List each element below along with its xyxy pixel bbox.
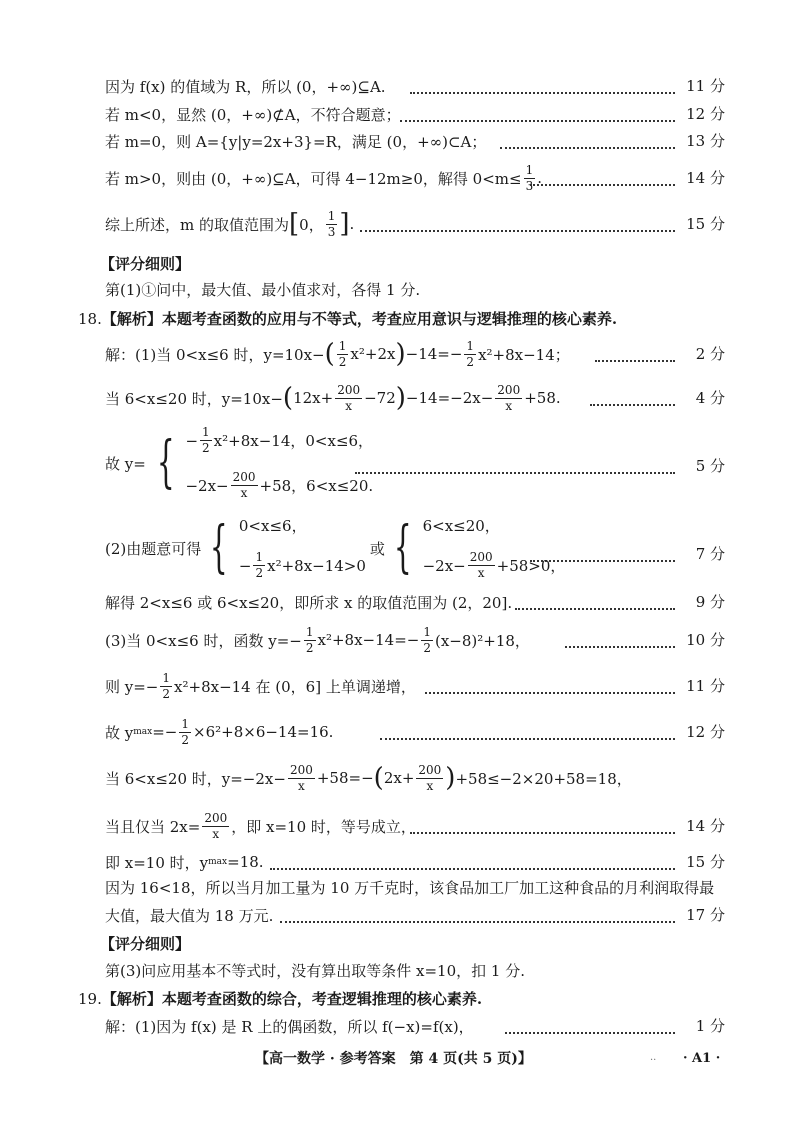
fraction: $\frac{1}{3}$ bbox=[327, 208, 336, 239]
q17-line-15: 综上所述，m 的取值范围为 [ 0， $\frac{1}{3}$ ] . 15 分 bbox=[105, 208, 725, 239]
q17-line-13: 若 m=0，则 A={y|y=2x+3}=R，满足 (0，+∞)⊂A； 13 分 bbox=[0, 127, 800, 155]
conclusion-line: 因为 16<18，所以当月加工量为 10 万千克时，该食品加工厂加工这种食品的月利润取得最 bbox=[105, 879, 715, 897]
score: 12 分 bbox=[686, 105, 725, 123]
rubric-heading: 【评分细则】 bbox=[100, 255, 191, 273]
score: 17 分 bbox=[686, 906, 725, 924]
piecewise-function: 故 y= { − $\frac{1}{2}$ x²+8x−14，0<x≤6， −2x− $\frac{200}{x}$ +58，6<x≤20. bbox=[105, 425, 374, 500]
q17-line-11: 因为 f(x) 的值域为 R，所以 (0，+∞)⊆A. 11 分 bbox=[0, 72, 800, 100]
inequality-system: (2)由题意可得 { 0<x≤6， − $\frac{1}{2}$ x²+8x−14>0 或 { 6<x≤20， −2x− $\frac{200}{x}$ +58>0， bbox=[105, 515, 566, 580]
rubric-text: 第(3)问应用基本不等式时，没有算出取等条件 x=10，扣 1 分. bbox=[105, 962, 525, 980]
q18-line-11: 则 y=− $\frac{1}{2}$ x²+8x−14 在 (0，6] 上单调递增， 11 分 bbox=[105, 670, 725, 701]
q18-line-4: 当 6<x≤20 时，y=10x− ( 12x+ $\frac{200}{x}$ −72 ) −14=−2x− $\frac{200}{x}$ +58. 4 分 bbox=[105, 382, 725, 413]
fraction: $\frac{1}{3}$ bbox=[525, 162, 534, 193]
page-footer bbox=[0, 1045, 800, 1069]
score: 13 分 bbox=[686, 132, 725, 150]
q19-line-1: 解：(1)因为 f(x) 是 R 上的偶函数，所以 f(−x)=f(x)， 1 分 bbox=[0, 1012, 800, 1040]
score: 5 分 bbox=[695, 457, 725, 475]
rubric-heading: 【评分细则】 bbox=[100, 935, 191, 953]
score: 1 分 bbox=[695, 1017, 725, 1035]
score: 12 分 bbox=[686, 723, 725, 741]
q18-line-14: 当且仅当 2x= $\frac{200}{x}$ ，即 x=10 时，等号成立， 14 分 bbox=[105, 810, 725, 841]
score: 2 分 bbox=[695, 345, 725, 363]
q17-line-12: 若 m<0，显然 (0，+∞)⊄A，不符合题意； 12 分 bbox=[0, 100, 800, 128]
q18-line-13: 当 6<x≤20 时，y=−2x− $\frac{200}{x}$ +58=− ( 2x+ $\frac{200}{x}$ ) +58≤−2×20+58=18， bbox=[105, 762, 632, 793]
score: 7 分 bbox=[695, 545, 725, 563]
q18-line-2: 解：(1)当 0<x≤6 时，y=10x− ( $\frac{1}{2}$ x²+2x ) −14=− $\frac{1}{2}$ x²+8x−14； 2 分 bbox=[105, 338, 725, 369]
question-heading: 19.【解析】本题考查函数的综合，考查逻辑推理的核心素养. bbox=[78, 990, 483, 1008]
score: 9 分 bbox=[695, 593, 725, 611]
score: 11 分 bbox=[686, 77, 725, 95]
q18-line-9: 解得 2<x≤6 或 6<x≤20，即所求 x 的取值范围为 (2，20]. 9 分 bbox=[0, 588, 800, 616]
footer-code: · A1 · bbox=[683, 1051, 721, 1066]
score: 10 分 bbox=[686, 631, 725, 649]
score: 15 分 bbox=[686, 853, 725, 871]
q18-line-10: (3)当 0<x≤6 时，函数 y=− $\frac{1}{2}$ x²+8x−14=− $\frac{1}{2}$ (x−8)²+18， 10 分 bbox=[105, 624, 725, 655]
q18-line-15: 即 x=10 时，y max =18. 15 分 bbox=[0, 848, 800, 876]
q18-line-12: 故 y max =− $\frac{1}{2}$ ×6²+8×6−14=16. 12 分 bbox=[105, 716, 725, 747]
score: 14 分 bbox=[686, 817, 725, 835]
footer-mark: ·· bbox=[650, 1055, 657, 1066]
score: 11 分 bbox=[686, 677, 725, 695]
question-heading: 18.【解析】本题考查函数的应用与不等式，考查应用意识与逻辑推理的核心素养. bbox=[78, 310, 618, 328]
score: 4 分 bbox=[695, 389, 725, 407]
footer-title: 【高一数学 · 参考答案 第 4 页(共 5 页)】 bbox=[255, 1051, 532, 1067]
score: 15 分 bbox=[686, 215, 725, 233]
q18-line-17: 大值，最大值为 18 万元. 17 分 bbox=[0, 901, 800, 929]
q17-line-14: 若 m>0，则由 (0，+∞)⊆A，可得 4−12m≥0，解得 0<m≤ $\frac{1}{3}$ . 14 分 bbox=[105, 162, 725, 193]
rubric-text: 第(1)①问中，最大值、最小值求对，各得 1 分. bbox=[105, 281, 421, 299]
score: 14 分 bbox=[686, 169, 725, 187]
